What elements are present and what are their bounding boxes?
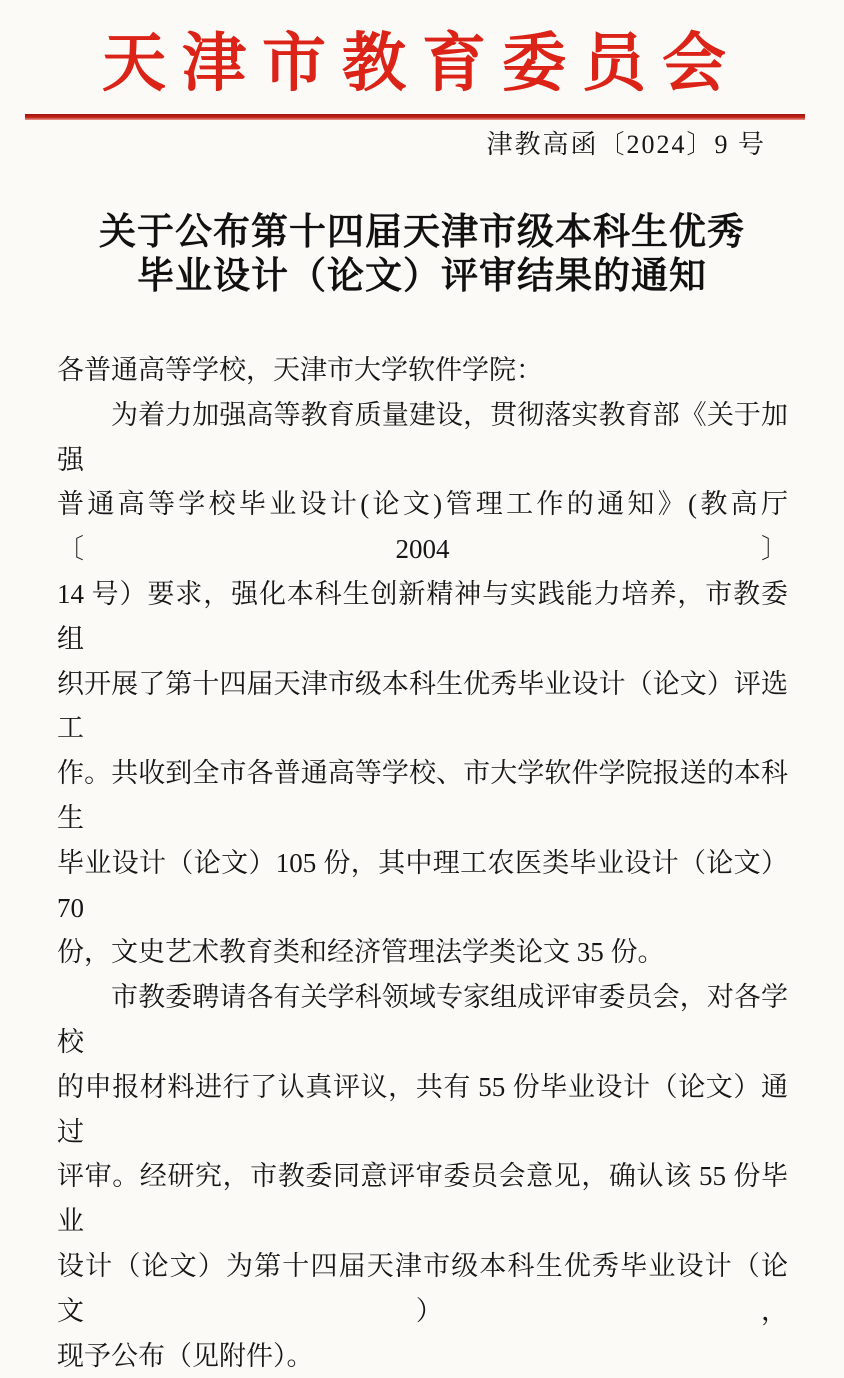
document-body: [0, 348, 844, 1378]
body-line: 毕业设计（论文）105 份，其中理工农医类毕业设计（论文）70: [57, 847, 788, 923]
title-line-2: 毕业设计（论文）评审结果的通知: [137, 256, 707, 297]
body-line: 普通高等学校毕业设计(论文)管理工作的通知》(教高厅〔2004〕: [57, 489, 788, 565]
body-line: 现予公布（见附件）。: [57, 1340, 314, 1371]
document-number: 津教高函〔2024〕9 号: [486, 130, 766, 159]
body-line: 为着力加强高等教育质量建设，贯彻落实教育部《关于加强: [57, 399, 788, 475]
body-line: 市教委聘请各有关学科领域专家组成评审委员会，对各学校: [57, 982, 788, 1057]
title-line-1: 关于公布第十四届天津市级本科生优秀: [99, 212, 745, 253]
body-line: 织开展了第十四届天津市级本科生优秀毕业设计（论文）评选工: [57, 668, 788, 744]
body-line: 设计（论文）为第十四届天津市级本科生优秀毕业设计（论文），: [57, 1250, 788, 1326]
body-line: 份，文史艺术教育类和经济管理法学类论文 35 份。: [57, 937, 665, 968]
body-line: 各普通高等学校，天津市大学软件学院：: [57, 355, 543, 385]
document-title: [0, 211, 844, 299]
body-line: 的申报材料进行了认真评议，共有 55 份毕业设计（论文）通过: [57, 1071, 788, 1147]
agency-letterhead: 天津市教育委员会: [102, 28, 742, 99]
body-line: 作。共收到全市各普通高等学校、市大学软件学院报送的本科生: [57, 758, 788, 833]
letterhead-divider: [25, 114, 805, 120]
body-line: 14 号）要求，强化本科生创新精神与实践能力培养，市教委组: [57, 578, 788, 654]
body-line: 评审。经研究，市教委同意评审委员会意见，确认该 55 份毕业: [57, 1161, 788, 1237]
